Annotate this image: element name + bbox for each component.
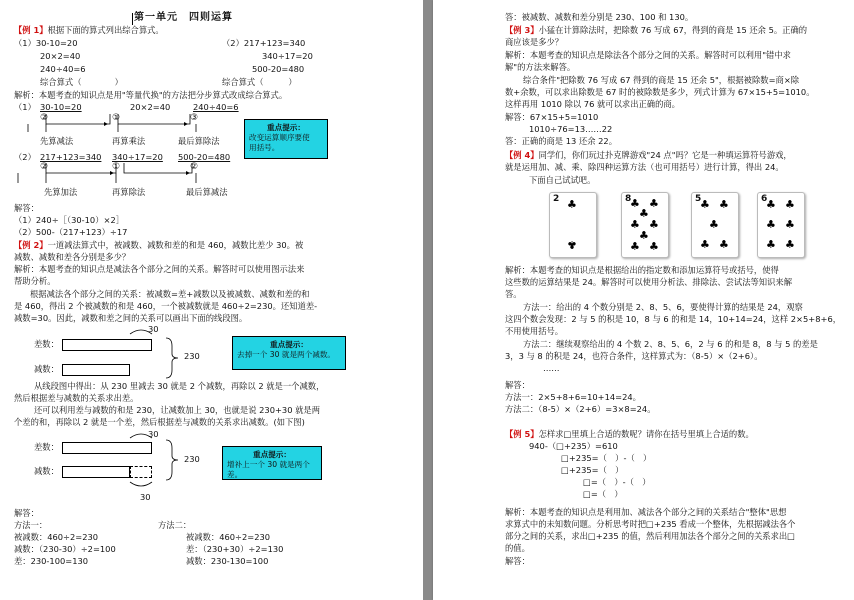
ex2-line: 减数、减数和差各分别是多少？ xyxy=(14,252,131,262)
ex5-tag: 【例 5】 xyxy=(505,429,539,439)
ex5-answer-label: 解答： xyxy=(505,556,530,566)
ex4-line: 方法一：给出的 4 个数分别是 2、8、5、6，要使得计算的结果是 24，观察 xyxy=(523,302,803,312)
diagram2-step: 340÷17=20 xyxy=(112,152,163,162)
ex4-line: 这四个数会发现：2 与 5 的积是 10，8 与 6 的和是 14，10+14=24，这样 2×5+8+6， xyxy=(505,314,842,324)
club-icon: ♣ xyxy=(785,198,795,211)
playing-card-2 xyxy=(549,192,597,258)
tip-title: 重点提示： xyxy=(267,123,305,132)
segment-extra: 30 xyxy=(148,324,159,334)
segment2-extra-top: 30 xyxy=(148,429,159,439)
club-icon: ♣ xyxy=(785,238,795,251)
ex1-item: （2）217+123=340 xyxy=(222,38,306,48)
club-icon: ♣ xyxy=(766,218,776,231)
tip-title: 重点提示： xyxy=(253,450,291,459)
club-icon: ♣ xyxy=(630,240,640,253)
ex4-text: 同学们，你们玩过扑克牌游戏"24 点"吗？它是一种填运算符号游戏， xyxy=(538,150,792,160)
ex2-line: 根据减法各个部分之间的关系：被减数=差+减数以及被减数、减数和差的和 xyxy=(30,289,310,299)
ex3-conclusion: 答：正确的商是 13 还余 22。 xyxy=(505,136,617,146)
diagram1-step: 30-10=20 xyxy=(40,102,82,112)
playing-card-5 xyxy=(691,192,739,258)
ex5-line: 解析：本题考查的知识点是利用加、减法各个部分之间的关系结合"整体"思想 xyxy=(505,507,787,517)
diagram1-step: 240÷40=6 xyxy=(193,102,239,112)
card-rank: 5 xyxy=(695,194,702,204)
left-page xyxy=(0,0,423,600)
ex4-line: 方法二：继续观察给出的 4 个数 2、8、5、6，2 与 6 的和是 8，8 与 5 的差是 xyxy=(523,339,818,349)
playing-card-6 xyxy=(757,192,805,258)
ex5-line: 的值。 xyxy=(505,543,530,553)
diagram1-label: 再算乘法 xyxy=(112,136,146,146)
ex1-item: 340÷17=20 xyxy=(262,51,313,61)
club-icon: ♣ xyxy=(639,207,649,220)
card-rank: 8 xyxy=(625,194,632,204)
ex1-item: 500-20=480 xyxy=(252,64,305,74)
step-circle: ② xyxy=(190,162,199,172)
ex1-analysis: 解析：本题考查的知识点是用"等量代换"的方法把分步算式改成综合算式。 xyxy=(14,90,288,100)
ex3-answer: 解答：67×15+5=1010 xyxy=(505,112,599,122)
ex1-item: 240÷40=6 xyxy=(40,64,86,74)
diagram2-index: （2） xyxy=(14,152,36,162)
ex1-item: 综合算式（ ） xyxy=(40,77,123,87)
ex5-line: 部分之间的关系，求出□+235 的值，然后利用加法各个部分之间的关系求出□ xyxy=(505,531,796,541)
step-circle: ② xyxy=(40,113,49,123)
ex3-line: 综合条件"把除数 76 写成 67 得到的商是 15 还余 5"，根据被除数=商×除 xyxy=(523,75,800,85)
ex4-prompt xyxy=(505,150,792,161)
segment2-label-subtrahend: 减数： xyxy=(34,466,59,476)
method1-line: 减数：（230-30）÷2=100 xyxy=(14,544,116,554)
card-rank: 6 xyxy=(761,194,768,204)
right-page xyxy=(433,0,854,600)
ex5-equation: □=（ ） xyxy=(583,489,623,499)
segment2-extra-bottom: 30 xyxy=(140,492,151,502)
ex3-line: 这样再用 1010 除以 76 就可以求出正确的商。 xyxy=(505,99,680,109)
page-gap xyxy=(423,0,433,600)
playing-card-8 xyxy=(621,192,669,258)
ex1-item: 20×2=40 xyxy=(40,51,81,61)
ex2-line: 是 460，得出 2 个被减数的和是 460，一个被减数就是 460÷2=230。还知道差- xyxy=(14,301,318,311)
ex2-mid: 还可以利用差与减数的和是 230，让减数加上 30，也就是说 230+30 就是两 xyxy=(34,405,321,415)
tip-box-add-30 xyxy=(222,446,322,480)
ex2-answer-label: 解答： xyxy=(14,508,39,518)
club-icon: ♣ xyxy=(785,218,795,231)
tip-line: 用括号。 xyxy=(249,143,280,152)
ex4-answer: 方法一：2×5+8+6=10+14=24。 xyxy=(505,392,641,402)
method1-line: 差：230-100=130 xyxy=(14,556,89,566)
diagram1-index: （1） xyxy=(14,102,36,112)
ex5-equation: □+235=（ ） xyxy=(561,465,624,475)
ex2-final-answer: 答：被减数、减数和差分别是 230、100 和 130。 xyxy=(505,12,694,22)
ex4-line: 3，3 与 8 的积是 24，也符合条件，这样算式为：（8-5）×（2+6）。 xyxy=(505,351,763,361)
club-icon: ♣ xyxy=(649,218,659,231)
diagram1-label: 最后算除法 xyxy=(178,136,220,146)
diagram1-step: 20×2=40 xyxy=(130,102,171,112)
method2-title: 方法二： xyxy=(158,520,192,530)
ex5-equation: □+235=（ ）-（ ） xyxy=(561,453,652,463)
ex3-line: 解"的方法来解答。 xyxy=(505,62,576,72)
club-icon: ♣ xyxy=(766,238,776,251)
ex2-line: 减数=30。因此，减数和差之间的关系可以画出下面的线段图。 xyxy=(14,313,248,323)
club-icon: ♣ xyxy=(630,197,640,210)
ex3-line: 商应该是多少？ xyxy=(505,37,564,47)
tip-line: 改变运算顺序要使 xyxy=(249,133,310,142)
club-icon: ♣ xyxy=(649,197,659,210)
step-circle: ① xyxy=(112,162,121,172)
ex5-text: 怎样求□里填上合适的数呢？请你在括号里填上合适的数。 xyxy=(538,429,754,439)
ex1-text: 根据下面的算式列出综合算式。 xyxy=(47,25,164,35)
diagram1-label: 先算减法 xyxy=(40,136,74,146)
method1-title: 方法一： xyxy=(14,520,48,530)
step-circle: ① xyxy=(112,113,121,123)
ex4-line: 下面自己试试吧。 xyxy=(529,175,596,185)
method2-line: 差：（230+30）÷2=130 xyxy=(186,544,284,554)
club-icon: ♣ xyxy=(567,238,577,251)
diagram2-step: 217+123=340 xyxy=(40,152,102,162)
ex4-line: 这些数的运算结果是 24。解答时可以使用分析法、排除法、尝试法等知识来解 xyxy=(505,277,792,287)
step-circle: ② xyxy=(40,162,49,172)
club-icon: ♣ xyxy=(709,218,719,231)
club-icon: ♣ xyxy=(649,240,659,253)
tip-line: 去掉一个 30 就是两个减数。 xyxy=(237,350,336,359)
ex5-equation: □=（ ）-（ ） xyxy=(583,477,651,487)
ex5-equation: 940-（□+235）=610 xyxy=(529,441,618,451)
ex2-mid: 从线段图中得出：从 230 里减去 30 就是 2 个减数，再除以 2 就是一个减数， xyxy=(34,381,325,391)
ex3-answer: 1010÷76=13……22 xyxy=(529,124,613,134)
ex1-answer: （1）240÷［（30-10）×2］ xyxy=(14,215,125,225)
diagram2-label: 最后算减法 xyxy=(186,187,228,197)
ex3-line: 数+余数，可以求出除数是 67 时的被除数是多少，列式计算为 67×15+5=1010。 xyxy=(505,87,815,97)
unit-title: 第一单元 四则运算 xyxy=(134,12,233,23)
diagram2-label: 再算除法 xyxy=(112,187,146,197)
ex3-line: 解析：本题考查的知识点是除法各个部分之间的关系。解答时可以利用"错中求 xyxy=(505,50,791,60)
card-rank: 2 xyxy=(553,194,560,204)
ex4-line: 答。 xyxy=(505,289,522,299)
ex3-prompt xyxy=(505,25,807,36)
tip-line: 增补上一个 30 就是两个差。 xyxy=(227,460,310,479)
method2-line: 被减数：460÷2=230 xyxy=(186,532,271,542)
ex2-line: 帮助分析。 xyxy=(14,276,56,286)
club-icon: ♣ xyxy=(700,198,710,211)
ex5-line: 求算式中的未知数问题。分析思考时把□+235 看成一个整体，先根据减法各个 xyxy=(505,519,796,529)
club-icon: ♣ xyxy=(639,229,649,242)
segment-total: 230 xyxy=(184,351,200,361)
segment-label-subtrahend: 减数： xyxy=(34,364,59,374)
club-icon: ♣ xyxy=(719,198,729,211)
club-icon: ♣ xyxy=(567,198,577,211)
ex4-answer-label: 解答： xyxy=(505,380,530,390)
ex2-mid: 个差的和，再除以 2 就是一个差，然后根据差与减数的关系求出减数。(如下图) xyxy=(14,417,305,427)
ex1-answer: （2）500-（217+123）÷17 xyxy=(14,227,128,237)
segment2-total: 230 xyxy=(184,454,200,464)
method2-line: 减数：230-130=100 xyxy=(186,556,269,566)
ex2-text: 一道减法算式中，被减数、减数和差的和是 460，减数比差少 30。被 xyxy=(47,240,304,250)
ex4-answer: 方法二：（8-5）×（2+6）=3×8=24。 xyxy=(505,404,656,414)
ex1-item: （1）30-10=20 xyxy=(14,38,78,48)
club-icon: ♣ xyxy=(700,238,710,251)
ex3-text: 小猛在计算除法时，把除数 76 写成 67，得到的商是 15 还余 5。正确的 xyxy=(538,25,808,35)
ex2-tag: 【例 2】 xyxy=(14,240,48,250)
step-circle: ③ xyxy=(190,113,199,123)
diagram2-step: 500-20=480 xyxy=(178,152,231,162)
ex4-tag: 【例 4】 xyxy=(505,150,539,160)
ex2-line: 解析：本题考查的知识点是减法各个部分之间的关系。解答时可以使用图示法来 xyxy=(14,264,305,274)
ex4-line: …… xyxy=(543,363,560,373)
diagram2-label: 先算加法 xyxy=(44,187,78,197)
segment-label-difference: 差数： xyxy=(34,339,59,349)
ex1-tag: 【例 1】 xyxy=(14,25,48,35)
ex4-line: 解析：本题考查的知识点是根据给出的指定数和添加运算符号或括号，使得 xyxy=(505,265,779,275)
ex4-line: 不用使用括号。 xyxy=(505,326,564,336)
club-icon: ♣ xyxy=(719,238,729,251)
segment2-label-difference: 差数： xyxy=(34,442,59,452)
method1-line: 被减数：460÷2=230 xyxy=(14,532,99,542)
club-icon: ♣ xyxy=(630,218,640,231)
ex3-tag: 【例 3】 xyxy=(505,25,539,35)
tip-title: 重点提示： xyxy=(270,340,308,349)
ex5-prompt xyxy=(505,429,754,440)
club-icon: ♣ xyxy=(766,198,776,211)
ex1-answer-label: 解答： xyxy=(14,203,39,213)
segment2-braces xyxy=(0,0,423,600)
ex1-item: 综合算式（ ） xyxy=(222,77,297,87)
ex4-line: 就是运用加、减、乘、除四种运算方法（也可用括号）进行计算，得出 24。 xyxy=(505,162,784,172)
ex2-mid: 然后根据差与减数的关系求出差。 xyxy=(14,393,139,403)
